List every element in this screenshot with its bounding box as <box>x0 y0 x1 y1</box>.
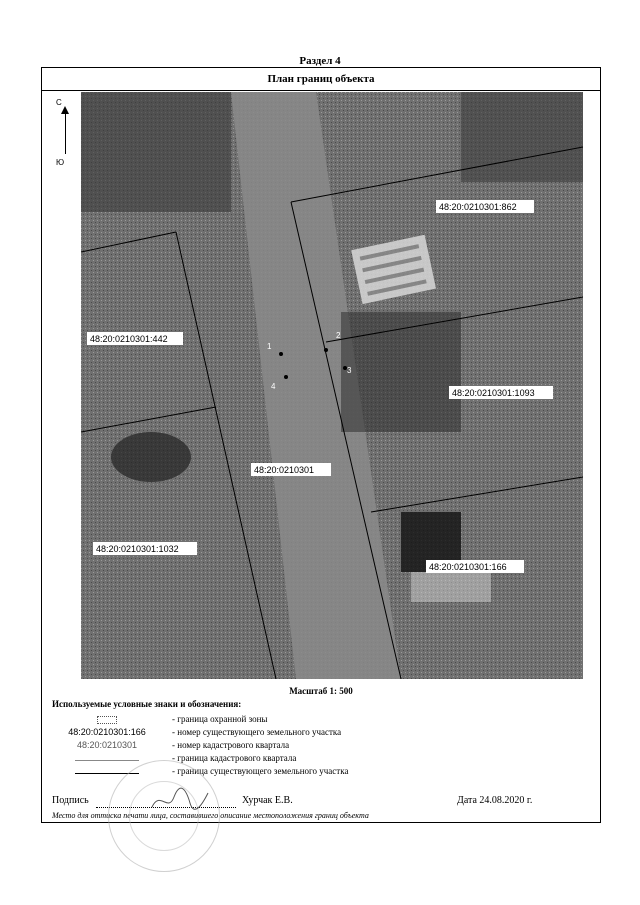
official-stamp <box>108 760 220 872</box>
signature-label: Подпись <box>52 795 89 806</box>
parcel-label-862 <box>436 200 534 213</box>
svg-text:48:20:0210301: 48:20:0210301 <box>254 465 315 475</box>
dark-area <box>111 432 191 482</box>
handwritten-signature <box>150 785 210 815</box>
legend-row-parcel: 48:20:0210301:166 - номер существующего земельного участка <box>68 727 342 737</box>
svg-text:48:20:0210301:1032: 48:20:0210301:1032 <box>96 544 179 554</box>
legend-row-quarter: 48:20:0210301 - номер кадастрового квартала <box>76 740 290 750</box>
stamp-note: Место для оттиска печати лица, составившего описание местоположения границ объекта <box>52 811 369 820</box>
scale-label: Масштаб 1: 500 <box>289 686 353 696</box>
parcel-label-442 <box>87 332 183 345</box>
dark-area <box>341 312 461 432</box>
compass-north-label: С <box>56 98 62 107</box>
plan-title: План границ объекта <box>42 68 600 91</box>
dark-area <box>81 92 231 212</box>
legend-row-parcel-boundary: - граница существующего земельного участка <box>42 766 562 778</box>
compass-south-label: Ю <box>56 158 65 167</box>
map-image <box>81 92 583 679</box>
parcel-label-166 <box>426 560 524 573</box>
svg-text:48:20:0210301:1093: 48:20:0210301:1093 <box>452 388 535 398</box>
signature-date: Дата 24.08.2020 г. <box>457 795 533 806</box>
legend-row-zone: - граница охранной зоны <box>42 714 562 726</box>
map-canvas <box>81 92 583 679</box>
point-label: 2 <box>336 331 341 340</box>
parcel-label-1093 <box>449 386 553 399</box>
dark-area <box>461 92 583 182</box>
compass <box>52 98 76 170</box>
point-label: 3 <box>347 366 352 375</box>
quarter-label <box>251 463 331 476</box>
parcel-label-1032 <box>93 542 197 555</box>
protection-zone-symbol <box>97 716 117 724</box>
svg-text:48:20:0210301:442: 48:20:0210301:442 <box>90 334 168 344</box>
svg-text:48:20:0210301:166: 48:20:0210301:166 <box>429 562 507 572</box>
quarter-boundary-symbol <box>75 760 139 761</box>
section-title: Раздел 4 <box>299 55 341 67</box>
bright-area <box>411 572 491 602</box>
legend-title: Используемые условные знаки и обозначения: <box>52 699 242 709</box>
plan-frame <box>41 67 601 823</box>
svg-text:48:20:0210301:862: 48:20:0210301:862 <box>439 202 517 212</box>
compass-line <box>65 108 66 154</box>
point-label: 1 <box>267 342 272 351</box>
signer-name: Хурчак Е.В. <box>242 795 293 806</box>
point-label: 4 <box>271 382 276 391</box>
legend-row-quarter-boundary: - граница кадастрового квартала <box>42 753 562 765</box>
